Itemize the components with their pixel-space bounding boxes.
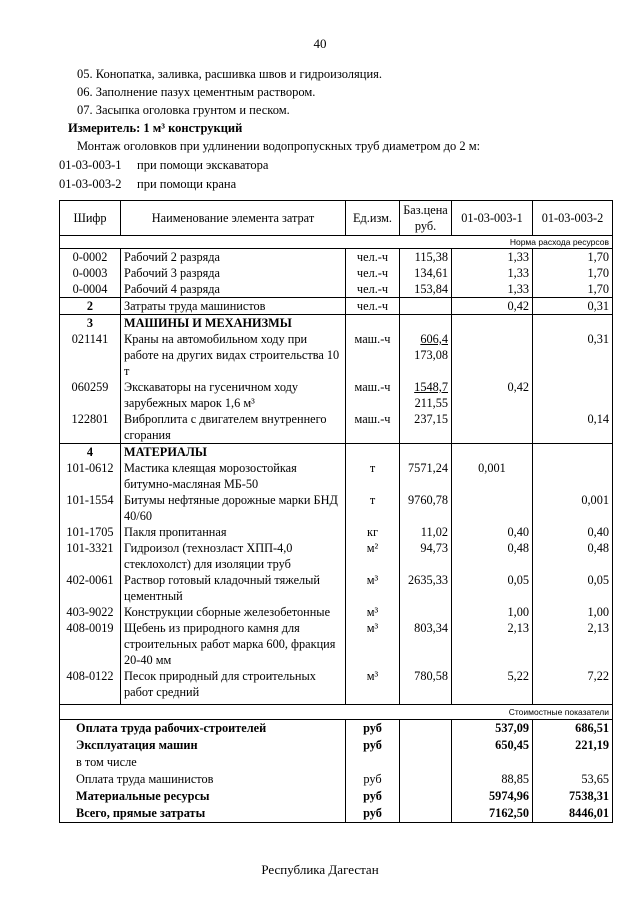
cell-v2: 0,48 xyxy=(533,540,613,572)
cell-price: 2635,33 xyxy=(400,572,452,604)
header-col2: 01-03-003-2 xyxy=(533,201,613,236)
total-unit: руб xyxy=(346,737,400,754)
cell-unit: чел.-ч xyxy=(346,265,400,281)
cell-price: 780,58 xyxy=(400,668,452,700)
cell-price: 153,84 xyxy=(400,281,452,298)
empty-cell xyxy=(400,444,452,461)
total-v1: 537,09 xyxy=(452,720,533,738)
empty-cell xyxy=(400,788,452,805)
section-row-machines xyxy=(60,315,613,332)
norm-label: Норма расхода ресурсов xyxy=(60,236,613,249)
cell-name: Экскаваторы на гусеничном ходу зарубежных марок 1,6 м³ xyxy=(121,379,346,411)
cell-v1: 5,22 xyxy=(452,668,533,700)
cell-unit: маш.-ч xyxy=(346,379,400,411)
total-unit xyxy=(346,754,400,771)
cell-code: 408-0019 xyxy=(60,620,121,668)
cell-code: 0-0002 xyxy=(60,249,121,266)
cell-unit: т xyxy=(346,492,400,524)
total-v2: 686,51 xyxy=(533,720,613,738)
cell-v2: 0,001 xyxy=(533,492,613,524)
cell-code: 0-0003 xyxy=(60,265,121,281)
empty-cell xyxy=(400,771,452,788)
header-unit: Ед.изм. xyxy=(346,201,400,236)
cell-v2: 7,22 xyxy=(533,668,613,700)
cell-code: 101-1705 xyxy=(60,524,121,540)
cell-price-main: 1548,7 xyxy=(414,380,448,394)
cell-price xyxy=(400,298,452,315)
cell-v1: 0,42 xyxy=(452,379,533,411)
page-number: 40 xyxy=(313,36,327,51)
section-number: 4 xyxy=(60,444,121,461)
cell-v2 xyxy=(533,460,613,492)
table-row xyxy=(60,620,613,668)
cell-v1: 1,33 xyxy=(452,281,533,298)
header-code: Шифр xyxy=(60,201,121,236)
cell-v1: 0,48 xyxy=(452,540,533,572)
norm-row xyxy=(60,236,613,249)
cell-v2: 0,31 xyxy=(533,331,613,379)
cell-code: 021141 xyxy=(60,331,121,379)
total-unit: руб xyxy=(346,720,400,738)
section-row-materials xyxy=(60,444,613,461)
measurement-unit: Измеритель: 1 м³ конструкций xyxy=(68,121,243,135)
empty-cell xyxy=(400,805,452,823)
total-name: в том числе xyxy=(60,754,346,771)
table-row xyxy=(60,604,613,620)
cell-v1: 1,33 xyxy=(452,249,533,266)
cell-unit: м³ xyxy=(346,604,400,620)
cell-v1 xyxy=(452,331,533,379)
table-row xyxy=(60,460,613,492)
empty-cell xyxy=(400,737,452,754)
cell-code: 101-3321 xyxy=(60,540,121,572)
cell-v1: 0,42 xyxy=(452,298,533,315)
cell-name: Битумы нефтяные дорожные марки БНД 40/60 xyxy=(121,492,346,524)
empty-cell xyxy=(452,315,533,332)
cell-price: 134,61 xyxy=(400,265,452,281)
empty-cell xyxy=(400,315,452,332)
cell-v2: 1,70 xyxy=(533,249,613,266)
empty-cell xyxy=(346,444,400,461)
cell-v1: 0,40 xyxy=(452,524,533,540)
cell-v1: 0,001 xyxy=(452,460,533,492)
table-row xyxy=(60,379,613,411)
empty-cell xyxy=(533,444,613,461)
cell-name: Рабочий 4 разряда xyxy=(121,281,346,298)
total-v1: 5974,96 xyxy=(452,788,533,805)
cell-name: Затраты труда машинистов xyxy=(121,298,346,315)
cell-name: Щебень из природного камня для строительных работ марка 600, фракция 20-40 мм xyxy=(121,620,346,668)
table-header xyxy=(60,201,613,236)
cell-price: 94,73 xyxy=(400,540,452,572)
cell-v2: 1,70 xyxy=(533,265,613,281)
cell-unit: м³ xyxy=(346,620,400,668)
step-06: 06. Заполнение пазух цементным раствором. xyxy=(77,85,316,99)
table-row xyxy=(60,281,613,298)
header-name: Наименование элемента затрат xyxy=(121,201,346,236)
cell-unit: маш.-ч xyxy=(346,331,400,379)
cell-v2: 1,70 xyxy=(533,281,613,298)
cell-v1: 2,13 xyxy=(452,620,533,668)
cell-code: 402-0061 xyxy=(60,572,121,604)
cell-v2: 1,00 xyxy=(533,604,613,620)
total-v1: 650,45 xyxy=(452,737,533,754)
cell-code: 0-0004 xyxy=(60,281,121,298)
cost-row xyxy=(60,705,613,720)
header-price: Баз.цена руб. xyxy=(400,201,452,236)
header-col1: 01-03-003-1 xyxy=(452,201,533,236)
code-1: 01-03-003-1 xyxy=(59,158,122,172)
cell-price: 11,02 xyxy=(400,524,452,540)
empty-cell xyxy=(452,444,533,461)
total-unit: руб xyxy=(346,805,400,823)
cell-code: 060259 xyxy=(60,379,121,411)
total-unit: руб xyxy=(346,771,400,788)
cell-unit: чел.-ч xyxy=(346,249,400,266)
cell-code: 403-9022 xyxy=(60,604,121,620)
cell-unit: кг xyxy=(346,524,400,540)
total-v2: 7538,31 xyxy=(533,788,613,805)
cell-price-sub: 173,08 xyxy=(414,348,448,362)
cell-v1 xyxy=(452,492,533,524)
table-row xyxy=(60,411,613,444)
cell-v2: 0,05 xyxy=(533,572,613,604)
cell-v2: 0,40 xyxy=(533,524,613,540)
cell-unit: м² xyxy=(346,540,400,572)
section-title: МАТЕРИАЛЫ xyxy=(121,444,346,461)
table-row xyxy=(60,668,613,700)
cell-name: Конструкции сборные железобетонные xyxy=(121,604,346,620)
cell-v1: 1,33 xyxy=(452,265,533,281)
empty-cell xyxy=(400,720,452,738)
cell-v2 xyxy=(533,379,613,411)
cell-price-main: 606,4 xyxy=(420,332,448,346)
cell-v2: 0,14 xyxy=(533,411,613,444)
cell-unit: маш.-ч xyxy=(346,411,400,444)
total-row xyxy=(60,805,613,823)
cell-v1 xyxy=(452,411,533,444)
empty-cell xyxy=(533,315,613,332)
cell-v1: 1,00 xyxy=(452,604,533,620)
cell-name: Краны на автомобильном ходу при работе на других видах строительства 10 т xyxy=(121,331,346,379)
cost-label: Стоимостные показатели xyxy=(60,705,613,720)
cell-name: Рабочий 2 разряда xyxy=(121,249,346,266)
cell-unit: чел.-ч xyxy=(346,298,400,315)
resource-table xyxy=(59,200,613,823)
cell-code: 101-1554 xyxy=(60,492,121,524)
total-v1: 7162,50 xyxy=(452,805,533,823)
cell-price: 9760,78 xyxy=(400,492,452,524)
total-v2: 53,65 xyxy=(533,771,613,788)
cell-price xyxy=(400,331,452,379)
table-row xyxy=(60,492,613,524)
cell-name: Песок природный для строительных работ средний xyxy=(121,668,346,700)
section-number: 3 xyxy=(60,315,121,332)
total-name: Материальные ресурсы xyxy=(60,788,346,805)
total-row xyxy=(60,788,613,805)
cell-name: Виброплита с двигателем внутреннего сгорания xyxy=(121,411,346,444)
cell-v2: 2,13 xyxy=(533,620,613,668)
cell-unit: чел.-ч xyxy=(346,281,400,298)
table-row xyxy=(60,540,613,572)
cell-price-sub: 211,55 xyxy=(414,396,448,410)
work-title: Монтаж оголовков при удлинении водопропускных труб диаметром до 2 м: xyxy=(77,139,481,153)
empty-cell xyxy=(400,754,452,771)
cell-code: 101-0612 xyxy=(60,460,121,492)
cell-name: Пакля пропитанная xyxy=(121,524,346,540)
section-title: МАШИНЫ И МЕХАНИЗМЫ xyxy=(121,315,346,332)
total-v2: 8446,01 xyxy=(533,805,613,823)
section-row-labor xyxy=(60,298,613,315)
total-name: Всего, прямые затраты xyxy=(60,805,346,823)
footer-region: Республика Дагестан xyxy=(261,862,379,877)
cell-price: 803,34 xyxy=(400,620,452,668)
cell-v1: 0,05 xyxy=(452,572,533,604)
total-v1 xyxy=(452,754,533,771)
cell-v2: 0,31 xyxy=(533,298,613,315)
section-number: 2 xyxy=(60,298,121,315)
total-name: Оплата труда машинистов xyxy=(60,771,346,788)
table-row xyxy=(60,249,613,266)
total-v1: 88,85 xyxy=(452,771,533,788)
cell-name: Мастика клеящая морозостойкая битумно-масляная МБ-50 xyxy=(121,460,346,492)
total-name: Оплата труда рабочих-строителей xyxy=(60,720,346,738)
cell-unit: т xyxy=(346,460,400,492)
total-row xyxy=(60,737,613,754)
total-v2 xyxy=(533,754,613,771)
cell-code: 408-0122 xyxy=(60,668,121,700)
cell-price: 237,15 xyxy=(400,411,452,444)
step-07: 07. Засыпка оголовка грунтом и песком. xyxy=(77,103,290,117)
table-row xyxy=(60,265,613,281)
cell-price xyxy=(400,379,452,411)
cell-price xyxy=(400,604,452,620)
total-row xyxy=(60,754,613,771)
code-2: 01-03-003-2 xyxy=(59,177,122,191)
total-row xyxy=(60,771,613,788)
code-1-text: при помощи экскаватора xyxy=(137,158,269,172)
step-05: 05. Конопатка, заливка, расшивка швов и гидроизоляция. xyxy=(77,67,383,81)
cell-name: Рабочий 3 разряда xyxy=(121,265,346,281)
table-row xyxy=(60,524,613,540)
cell-unit: м³ xyxy=(346,572,400,604)
total-row xyxy=(60,720,613,738)
cell-price: 7571,24 xyxy=(400,460,452,492)
cell-price: 115,38 xyxy=(400,249,452,266)
cell-name: Раствор готовый кладочный тяжелый цементный xyxy=(121,572,346,604)
cell-name: Гидроизол (технозласт ХПП-4,0 стеклохолст) для изоляции труб xyxy=(121,540,346,572)
code-2-text: при помощи крана xyxy=(137,177,237,191)
table-row xyxy=(60,331,613,379)
cell-code: 122801 xyxy=(60,411,121,444)
total-v2: 221,19 xyxy=(533,737,613,754)
empty-cell xyxy=(346,315,400,332)
table-row xyxy=(60,572,613,604)
cell-unit: м³ xyxy=(346,668,400,700)
total-unit: руб xyxy=(346,788,400,805)
total-name: Эксплуатация машин xyxy=(60,737,346,754)
